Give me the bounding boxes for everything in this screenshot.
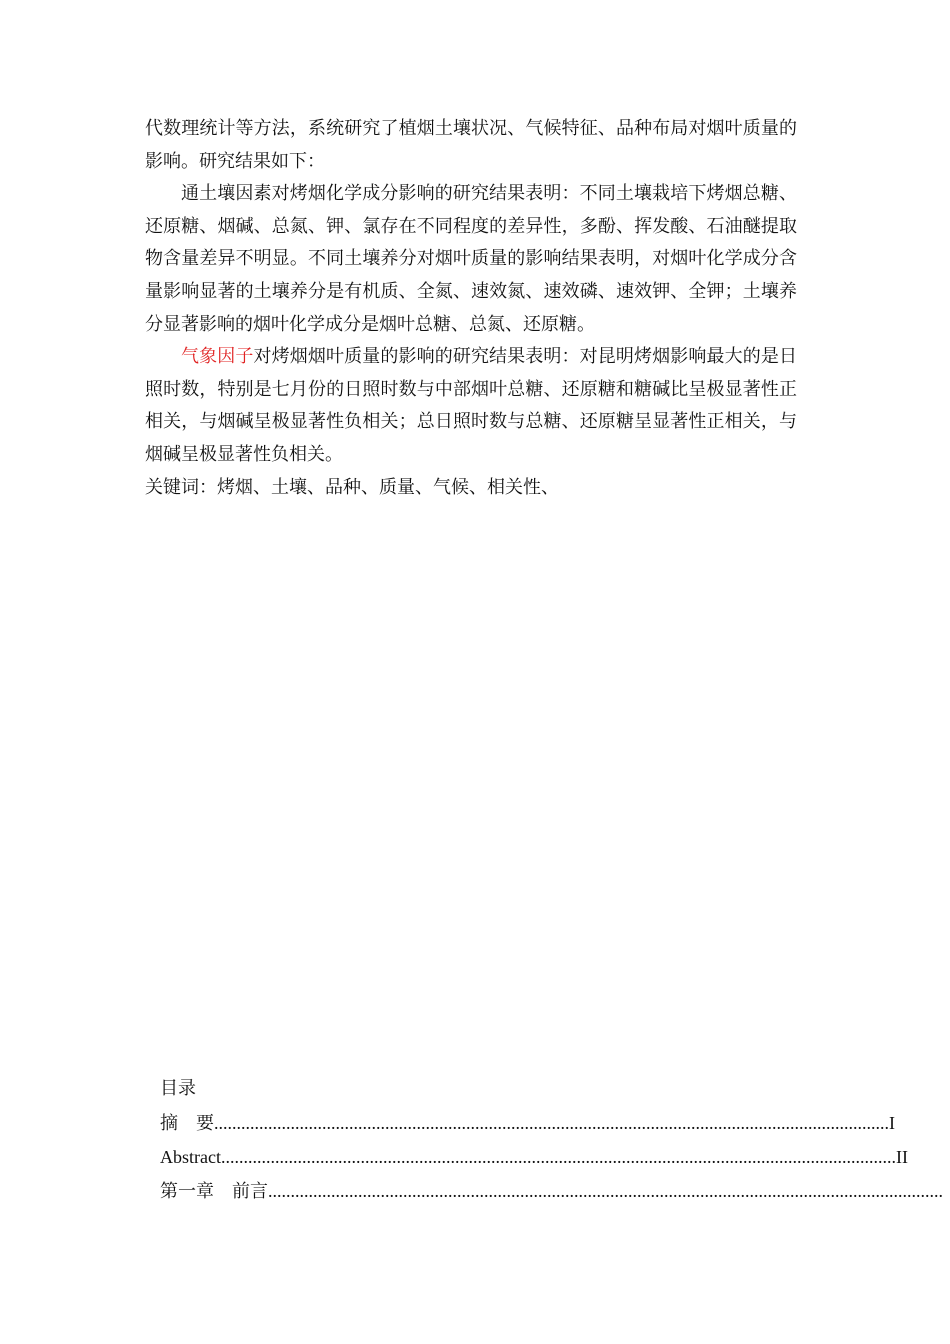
abstract-body xyxy=(145,113,797,504)
toc-entry-page: I xyxy=(889,1113,895,1133)
toc-entry-page: II xyxy=(895,1147,908,1167)
toc-entry-label: 第一章 前言 xyxy=(160,1181,268,1202)
table-of-contents xyxy=(160,1072,943,1208)
toc-leader-dots: ...................................................................................................................................................... xyxy=(268,1181,943,1201)
toc-entry-abstract-en[interactable] xyxy=(160,1140,908,1174)
abstract-paragraph-1: 代数理统计等方法，系统研究了植烟土壤状况、气候特征、品种布局对烟叶质量的影响。研究结果如下： xyxy=(145,118,797,172)
highlighted-term: 气象因子 xyxy=(181,346,254,368)
toc-entry-chapter-1[interactable] xyxy=(160,1174,943,1208)
toc-entry-abstract-cn[interactable] xyxy=(160,1106,895,1140)
abstract-paragraph-2: 通土壤因素对烤烟化学成分影响的研究结果表明：不同土壤栽培下烤烟总糖、还原糖、烟碱、总氮、钾、氯存在不同程度的差异性，多酚、挥发酸、石油醚提取物含量差异不明显。不同土壤养分对烟叶质量的影响结果表明，对烟叶化学成分含量影响显著的土壤养分是有机质、全氮、速效氮、速效磷、速效钾、全钾；土壤养分显著影响的烟叶化学成分是烟叶总糖、总氮、还原糖。 xyxy=(145,183,797,335)
keywords-line: 关键词：烤烟、土壤、品种、质量、气候、相关性、 xyxy=(145,476,559,498)
toc-leader-dots: ...................................................................................................................................................... xyxy=(220,1147,896,1167)
toc-entry-label: 摘 要 xyxy=(160,1113,214,1134)
toc-leader-dots: ...................................................................................................................................................... xyxy=(214,1113,889,1133)
abstract-paragraph-3-text: 对烤烟烟叶质量的影响的研究结果表明：对昆明烤烟影响最大的是日照时数，特别是七月份的日照时数与中部烟叶总糖、还原糖和糖碱比呈极显著性正相关，与烟碱呈极显著性负相关；总日照时数与总糖、还原糖呈显著性正相关，与烟碱呈极显著性负相关。 xyxy=(145,346,797,465)
toc-entry-label: Abstract xyxy=(160,1147,221,1167)
toc-title: 目录 xyxy=(160,1078,196,1099)
abstract-paragraph-3 xyxy=(145,341,797,471)
